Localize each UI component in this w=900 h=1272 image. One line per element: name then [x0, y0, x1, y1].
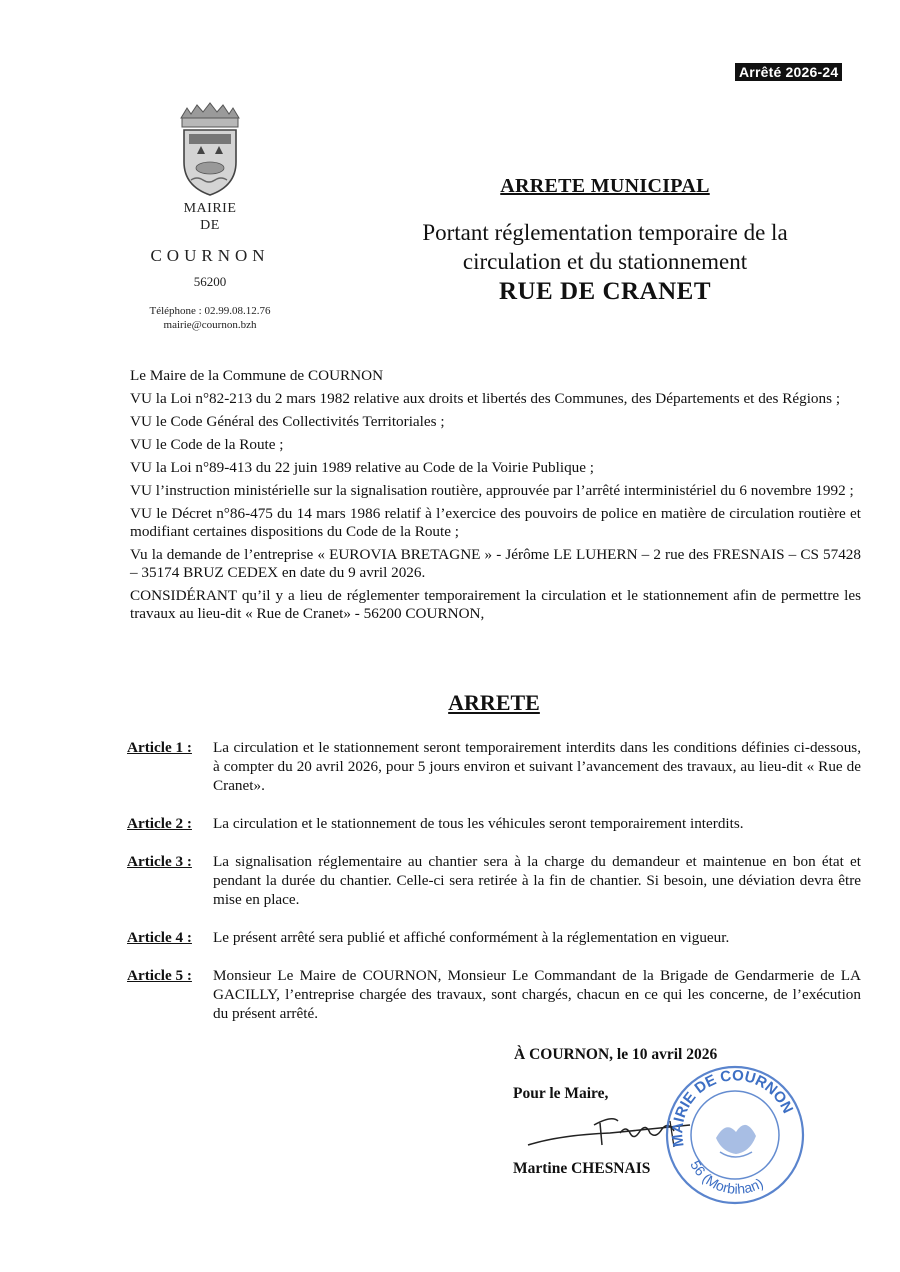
preamble-item: VU l’instruction ministérielle sur la signalisation routière, approuvée par l’arrêté interministériel du 6 novembre 1992 ; — [130, 482, 854, 499]
preamble — [130, 367, 861, 628]
subtitle-line-1: Portant réglementation temporaire de la — [422, 220, 788, 245]
article-text: La signalisation réglementaire au chantier sera à la charge du demandeur et maintenue en bon état et pendant la durée du chantier. Celle-ci sera retirée à la fin de chantier. Si besoin, une déviation devra être mise en place. — [213, 853, 861, 908]
article-label: Article 5 : — [127, 967, 192, 984]
preamble-item: VU la Loi n°82-213 du 2 mars 1982 relative aux droits et libertés des Communes, des Départements et des Régions ; — [130, 390, 841, 407]
reference-badge: Arrêté 2026-24 — [735, 63, 842, 81]
preamble-item: VU la Loi n°89-413 du 22 juin 1989 relative au Code de la Voirie Publique ; — [130, 459, 595, 476]
article-1 — [127, 738, 861, 795]
subtitle-line-2: circulation et du stationnement — [462, 249, 748, 274]
article-text: Le présent arrêté sera publié et affiché conformément à la réglementation en vigueur. — [213, 929, 730, 946]
preamble-item: CONSIDÉRANT qu’il y a lieu de réglementer temporairement la circulation et le stationnement afin de permettre les travaux au lieu-dit « Rue de Cranet» - 56200 COURNON, — [130, 587, 861, 622]
article-2 — [127, 814, 861, 833]
article-label: Article 3 : — [127, 853, 192, 870]
preamble-item: Vu la demande de l’entreprise « EUROVIA BRETAGNE » - Jérôme LE LUHERN – 2 rue des FRESNAIS – CS 57428 – 35174 BRUZ CEDEX en date du 9 avril 2026. — [130, 546, 861, 581]
preamble-intro: Le Maire de la Commune de COURNON — [130, 367, 384, 384]
telephone: Téléphone : 02.99.08.12.76 — [149, 305, 271, 317]
email: mairie@cournon.bzh — [163, 319, 257, 331]
article-4 — [127, 928, 861, 947]
title-block — [370, 175, 840, 306]
commune-name: COURNON — [150, 246, 270, 265]
preamble-item: VU le Décret n°86-475 du 14 mars 1986 relatif à l’exercice des pouvoirs de police en matière de circulation routière et modifiant certaines dispositions du Code de la Route ; — [130, 505, 861, 540]
article-text: La circulation et le stationnement seront temporairement interdits dans les conditions définies ci-dessous, à compter du 20 avril 2026, pour 5 jours environ et suivant l’avancement des travaux, au lieu-dit « Rue de Cranet». — [213, 739, 861, 794]
document-subtitle — [370, 218, 840, 276]
articles-list — [127, 738, 861, 1042]
signatory-name: Martine CHESNAIS — [513, 1160, 651, 1177]
preamble-item: VU le Code Général des Collectivités Territoriales ; — [130, 413, 445, 430]
stamp-text-bottom: 56 (Morbihan) — [687, 1157, 766, 1197]
place-date: À COURNON, le 10 avril 2026 — [514, 1046, 718, 1063]
document-title: ARRETE MUNICIPAL — [500, 175, 710, 197]
decision-heading: ARRETE — [448, 690, 540, 715]
mairie-label: MAIRIE — [183, 201, 237, 216]
article-5 — [127, 966, 861, 1023]
official-stamp-icon — [660, 1060, 810, 1210]
mairie-de-label: DE — [200, 218, 220, 233]
coat-of-arms-icon — [177, 102, 243, 198]
article-label: Article 2 : — [127, 815, 192, 832]
article-text: La circulation et le stationnement de tous les véhicules seront temporairement interdits. — [213, 815, 744, 832]
svg-text:56 (Morbihan) — [687, 1158, 766, 1197]
article-3 — [127, 852, 861, 909]
pour-le-maire: Pour le Maire, — [513, 1085, 609, 1102]
postcode: 56200 — [193, 274, 227, 289]
article-label: Article 4 : — [127, 929, 192, 946]
preamble-item: VU le Code de la Route ; — [130, 436, 284, 453]
street-name: RUE DE CRANET — [498, 278, 712, 305]
mairie-header — [120, 200, 300, 332]
article-text: Monsieur Le Maire de COURNON, Monsieur Le Commandant de la Brigade de Gendarmerie de LA GACILLY, l’entreprise chargée des travaux, sont chargés, chacun en ce qui les concerne, de l’exécution du présent arrêté. — [213, 967, 861, 1022]
article-label: Article 1 : — [127, 739, 192, 756]
stamp-text-top: MAIRIE DE COURNON — [669, 1067, 797, 1148]
